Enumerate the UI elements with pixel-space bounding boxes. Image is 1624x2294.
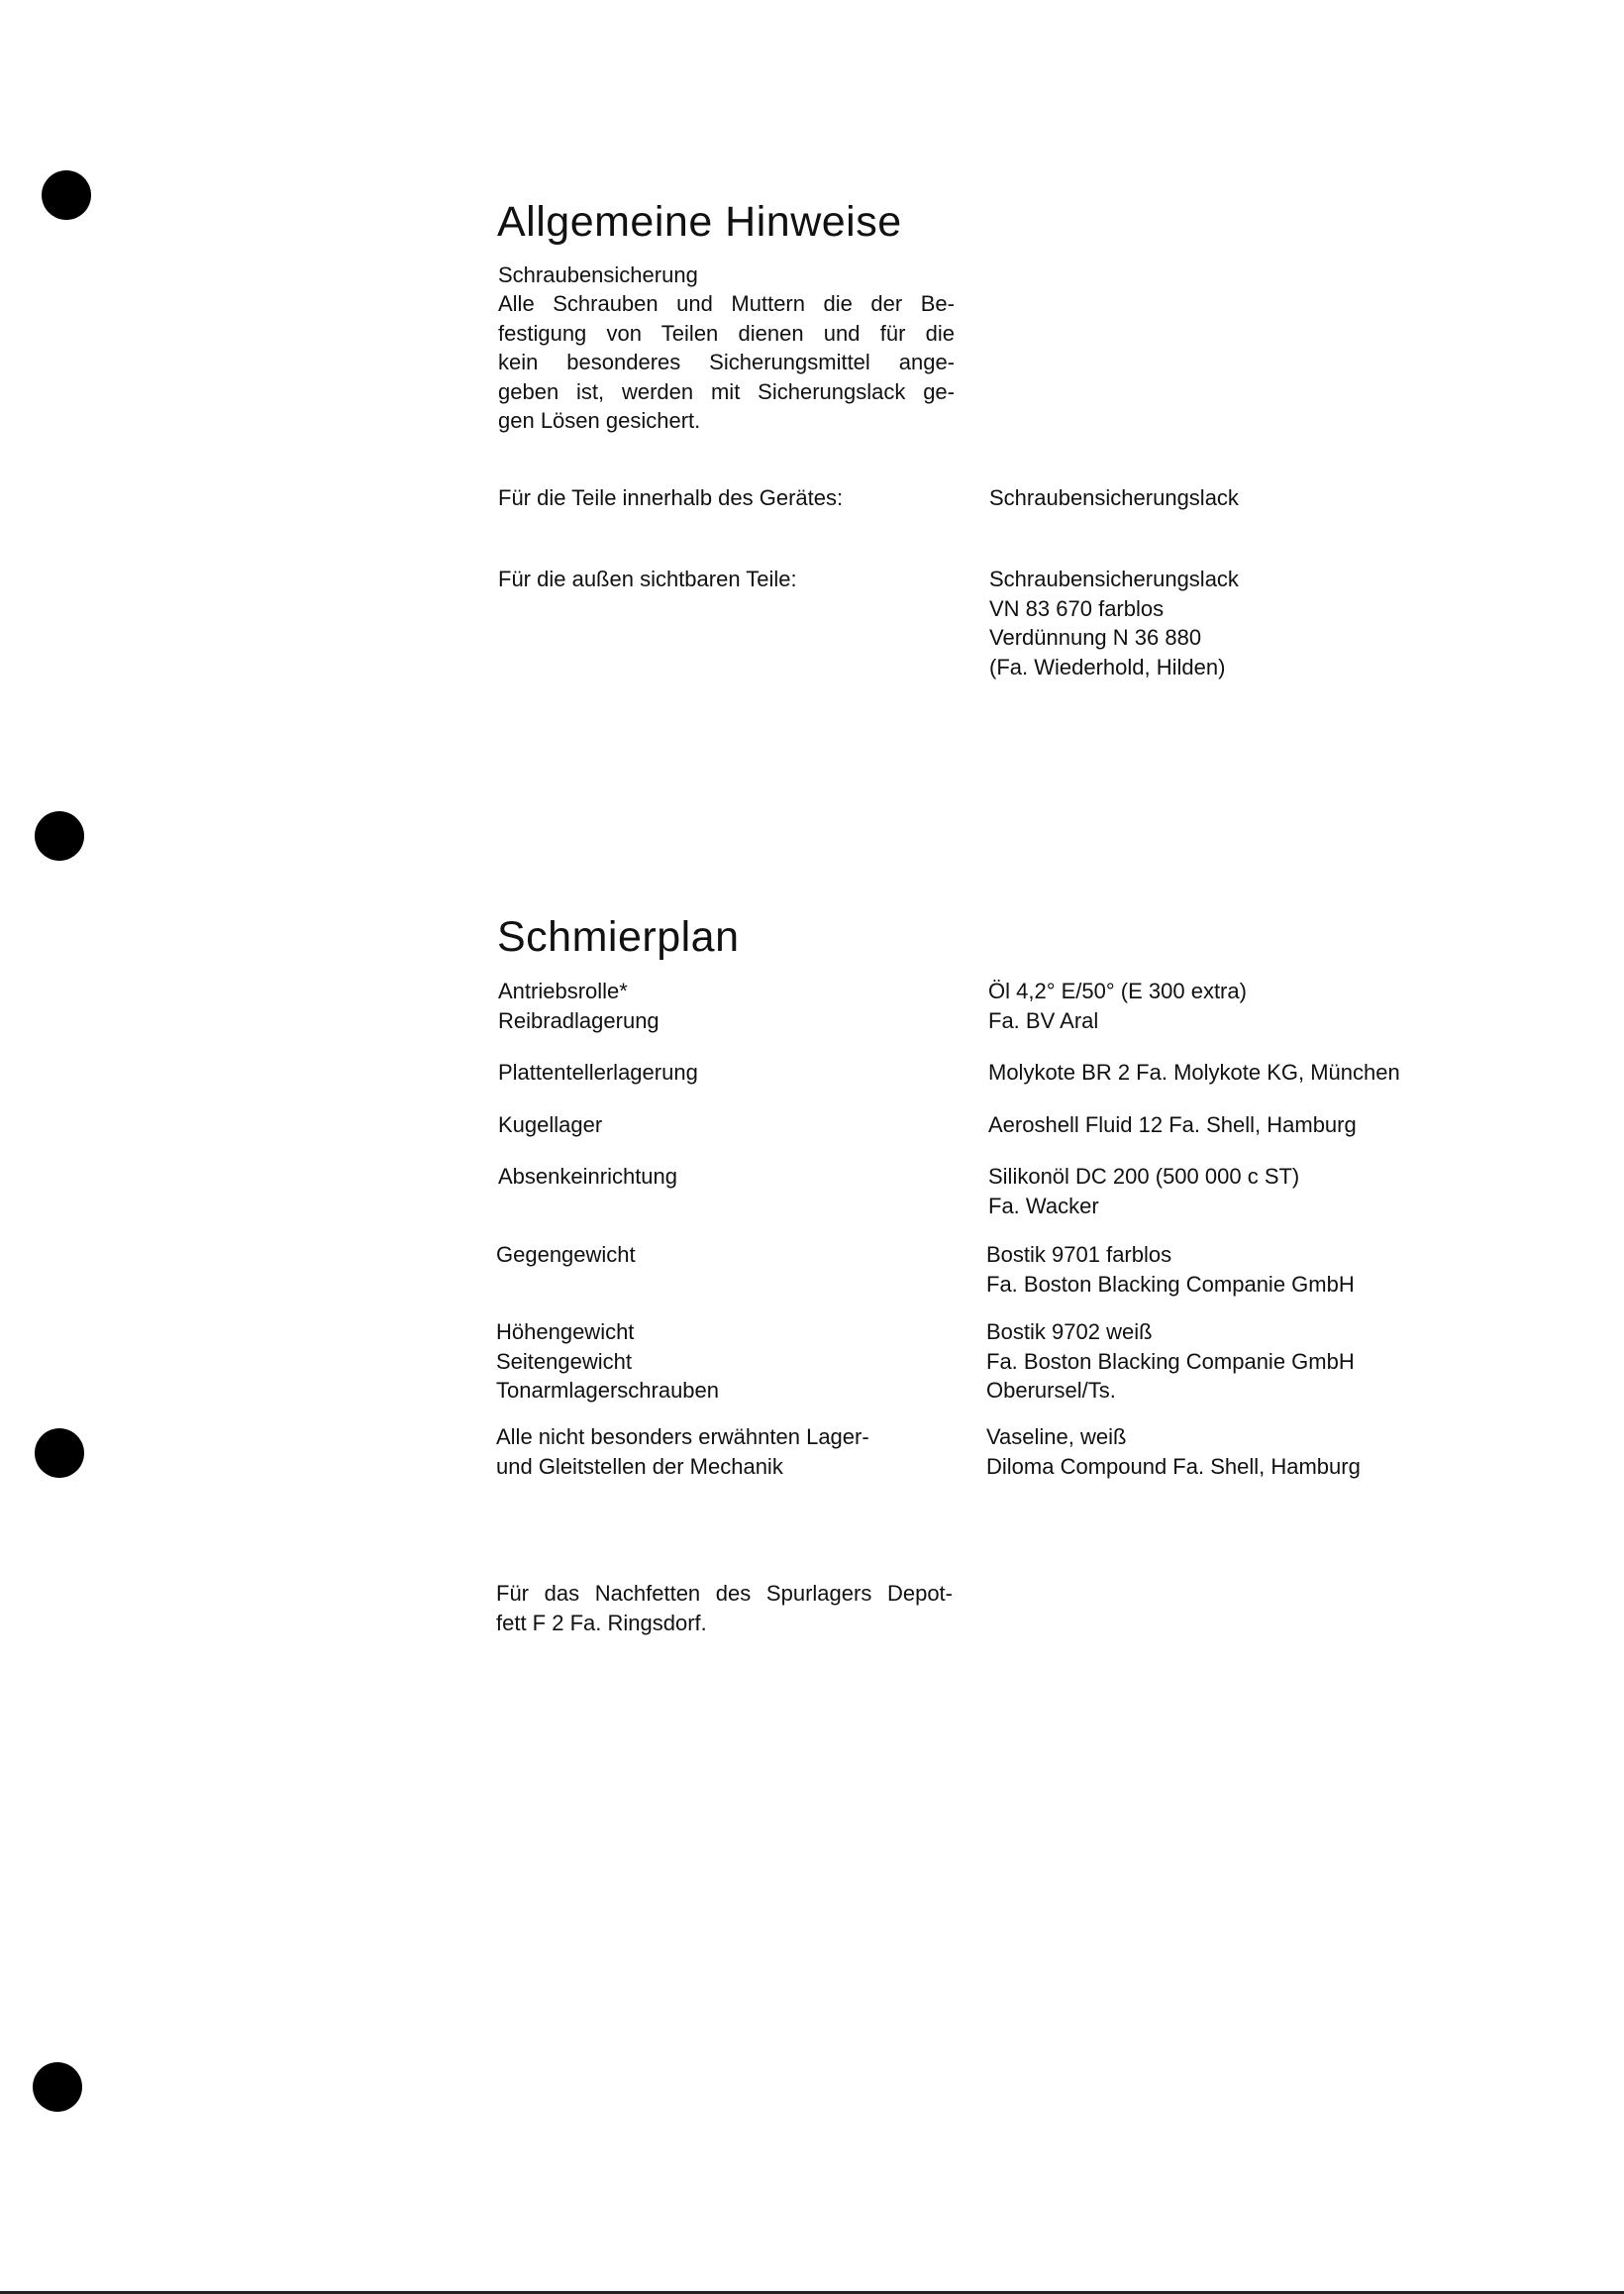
row-value-line: Verdünnung N 36 880 [989, 625, 1202, 650]
row-value [989, 483, 1239, 513]
lubrication-part [496, 1240, 636, 1270]
punch-hole-3 [35, 1428, 84, 1478]
paragraph-line: festigung von Teilen dienen und für die [498, 320, 955, 346]
regreasing-note [496, 1579, 953, 1637]
row-value [989, 565, 1239, 681]
lubrication-part [498, 1110, 602, 1140]
lubricant-line: Fa. Wacker [988, 1193, 1099, 1218]
punch-hole-4 [33, 2062, 82, 2112]
lubricant-line: Öl 4,2° E/50° (E 300 extra) [988, 979, 1247, 1003]
lubrication-part [496, 1422, 869, 1481]
note-line: fett F 2 Fa. Ringsdorf. [496, 1610, 707, 1635]
row-value-line: Schraubensicherungslack [989, 485, 1239, 510]
lubricant [988, 1162, 1299, 1220]
note-line: Für das Nachfetten des Spurlagers Depot- [496, 1581, 953, 1606]
paragraph-line: gen Lösen gesichert. [498, 408, 701, 433]
paragraph-line: Alle Schrauben und Muttern die der Be- [498, 291, 955, 316]
part-line: und Gleitstellen der Mechanik [496, 1453, 783, 1479]
row-value-line: Schraubensicherungslack [989, 567, 1239, 591]
row-label: Für die Teile innerhalb des Gerätes: [498, 485, 844, 510]
paragraph-line: kein besonderes Sicherungsmittel ange- [498, 350, 955, 374]
lubrication-part [498, 1058, 698, 1088]
lubricant [986, 1240, 1355, 1299]
lubricant-line: Silikonöl DC 200 (500 000 c ST) [988, 1164, 1300, 1189]
lubricant [988, 977, 1247, 1035]
part-line: Reibradlagerung [498, 1007, 660, 1033]
part-line: Seitengewicht [496, 1348, 632, 1374]
lubricant-line: Diloma Compound Fa. Shell, Hamburg [986, 1453, 1361, 1479]
lubricant [986, 1422, 1361, 1481]
row-label: Für die außen sichtbaren Teile: [498, 567, 797, 591]
part-line: Plattentellerlagerung [498, 1060, 698, 1085]
lubricant-line: Fa. Boston Blacking Companie GmbH [986, 1348, 1355, 1374]
lubricant-line: Fa. Boston Blacking Companie GmbH [986, 1271, 1355, 1297]
lubricant-line: Molykote BR 2 Fa. Molykote KG, München [988, 1060, 1400, 1085]
lubricant [986, 1317, 1355, 1406]
part-line: Höhengewicht [496, 1319, 635, 1344]
section-title-schmierplan: Schmierplan [497, 913, 740, 961]
part-line: Antriebsrolle* [498, 979, 628, 1003]
lubricant-line: Fa. BV Aral [988, 1007, 1099, 1033]
part-line: Tonarmlagerschrauben [496, 1378, 720, 1403]
lubrication-part [498, 1162, 677, 1192]
part-line: Alle nicht besonders erwähnten Lager- [496, 1424, 869, 1449]
part-line: Kugellager [498, 1112, 603, 1137]
lubricant-line: Bostik 9701 farblos [986, 1242, 1172, 1267]
lubricant-line: Oberursel/Ts. [986, 1378, 1116, 1403]
lubrication-part [496, 1317, 719, 1406]
lubricant-line: Aeroshell Fluid 12 Fa. Shell, Hamburg [988, 1112, 1357, 1137]
row-value-line: (Fa. Wiederhold, Hilden) [989, 654, 1226, 679]
row-value-line: VN 83 670 farblos [989, 595, 1165, 621]
part-line: Gegengewicht [496, 1242, 636, 1267]
paragraph-line: geben ist, werden mit Sicherungslack ge- [498, 378, 955, 404]
lubricant-line: Vaseline, weiß [986, 1424, 1127, 1449]
section-title-allgemeine-hinweise: Allgemeine Hinweise [497, 198, 902, 246]
part-line: Absenkeinrichtung [498, 1164, 678, 1189]
intro-paragraph [498, 289, 955, 436]
lubrication-part [498, 977, 660, 1035]
lubricant [988, 1110, 1357, 1140]
lubricant [988, 1058, 1400, 1088]
punch-hole-2 [35, 811, 84, 861]
punch-hole-1 [42, 170, 91, 220]
section-subtitle: Schraubensicherung [498, 262, 698, 287]
lubricant-line: Bostik 9702 weiß [986, 1319, 1153, 1344]
